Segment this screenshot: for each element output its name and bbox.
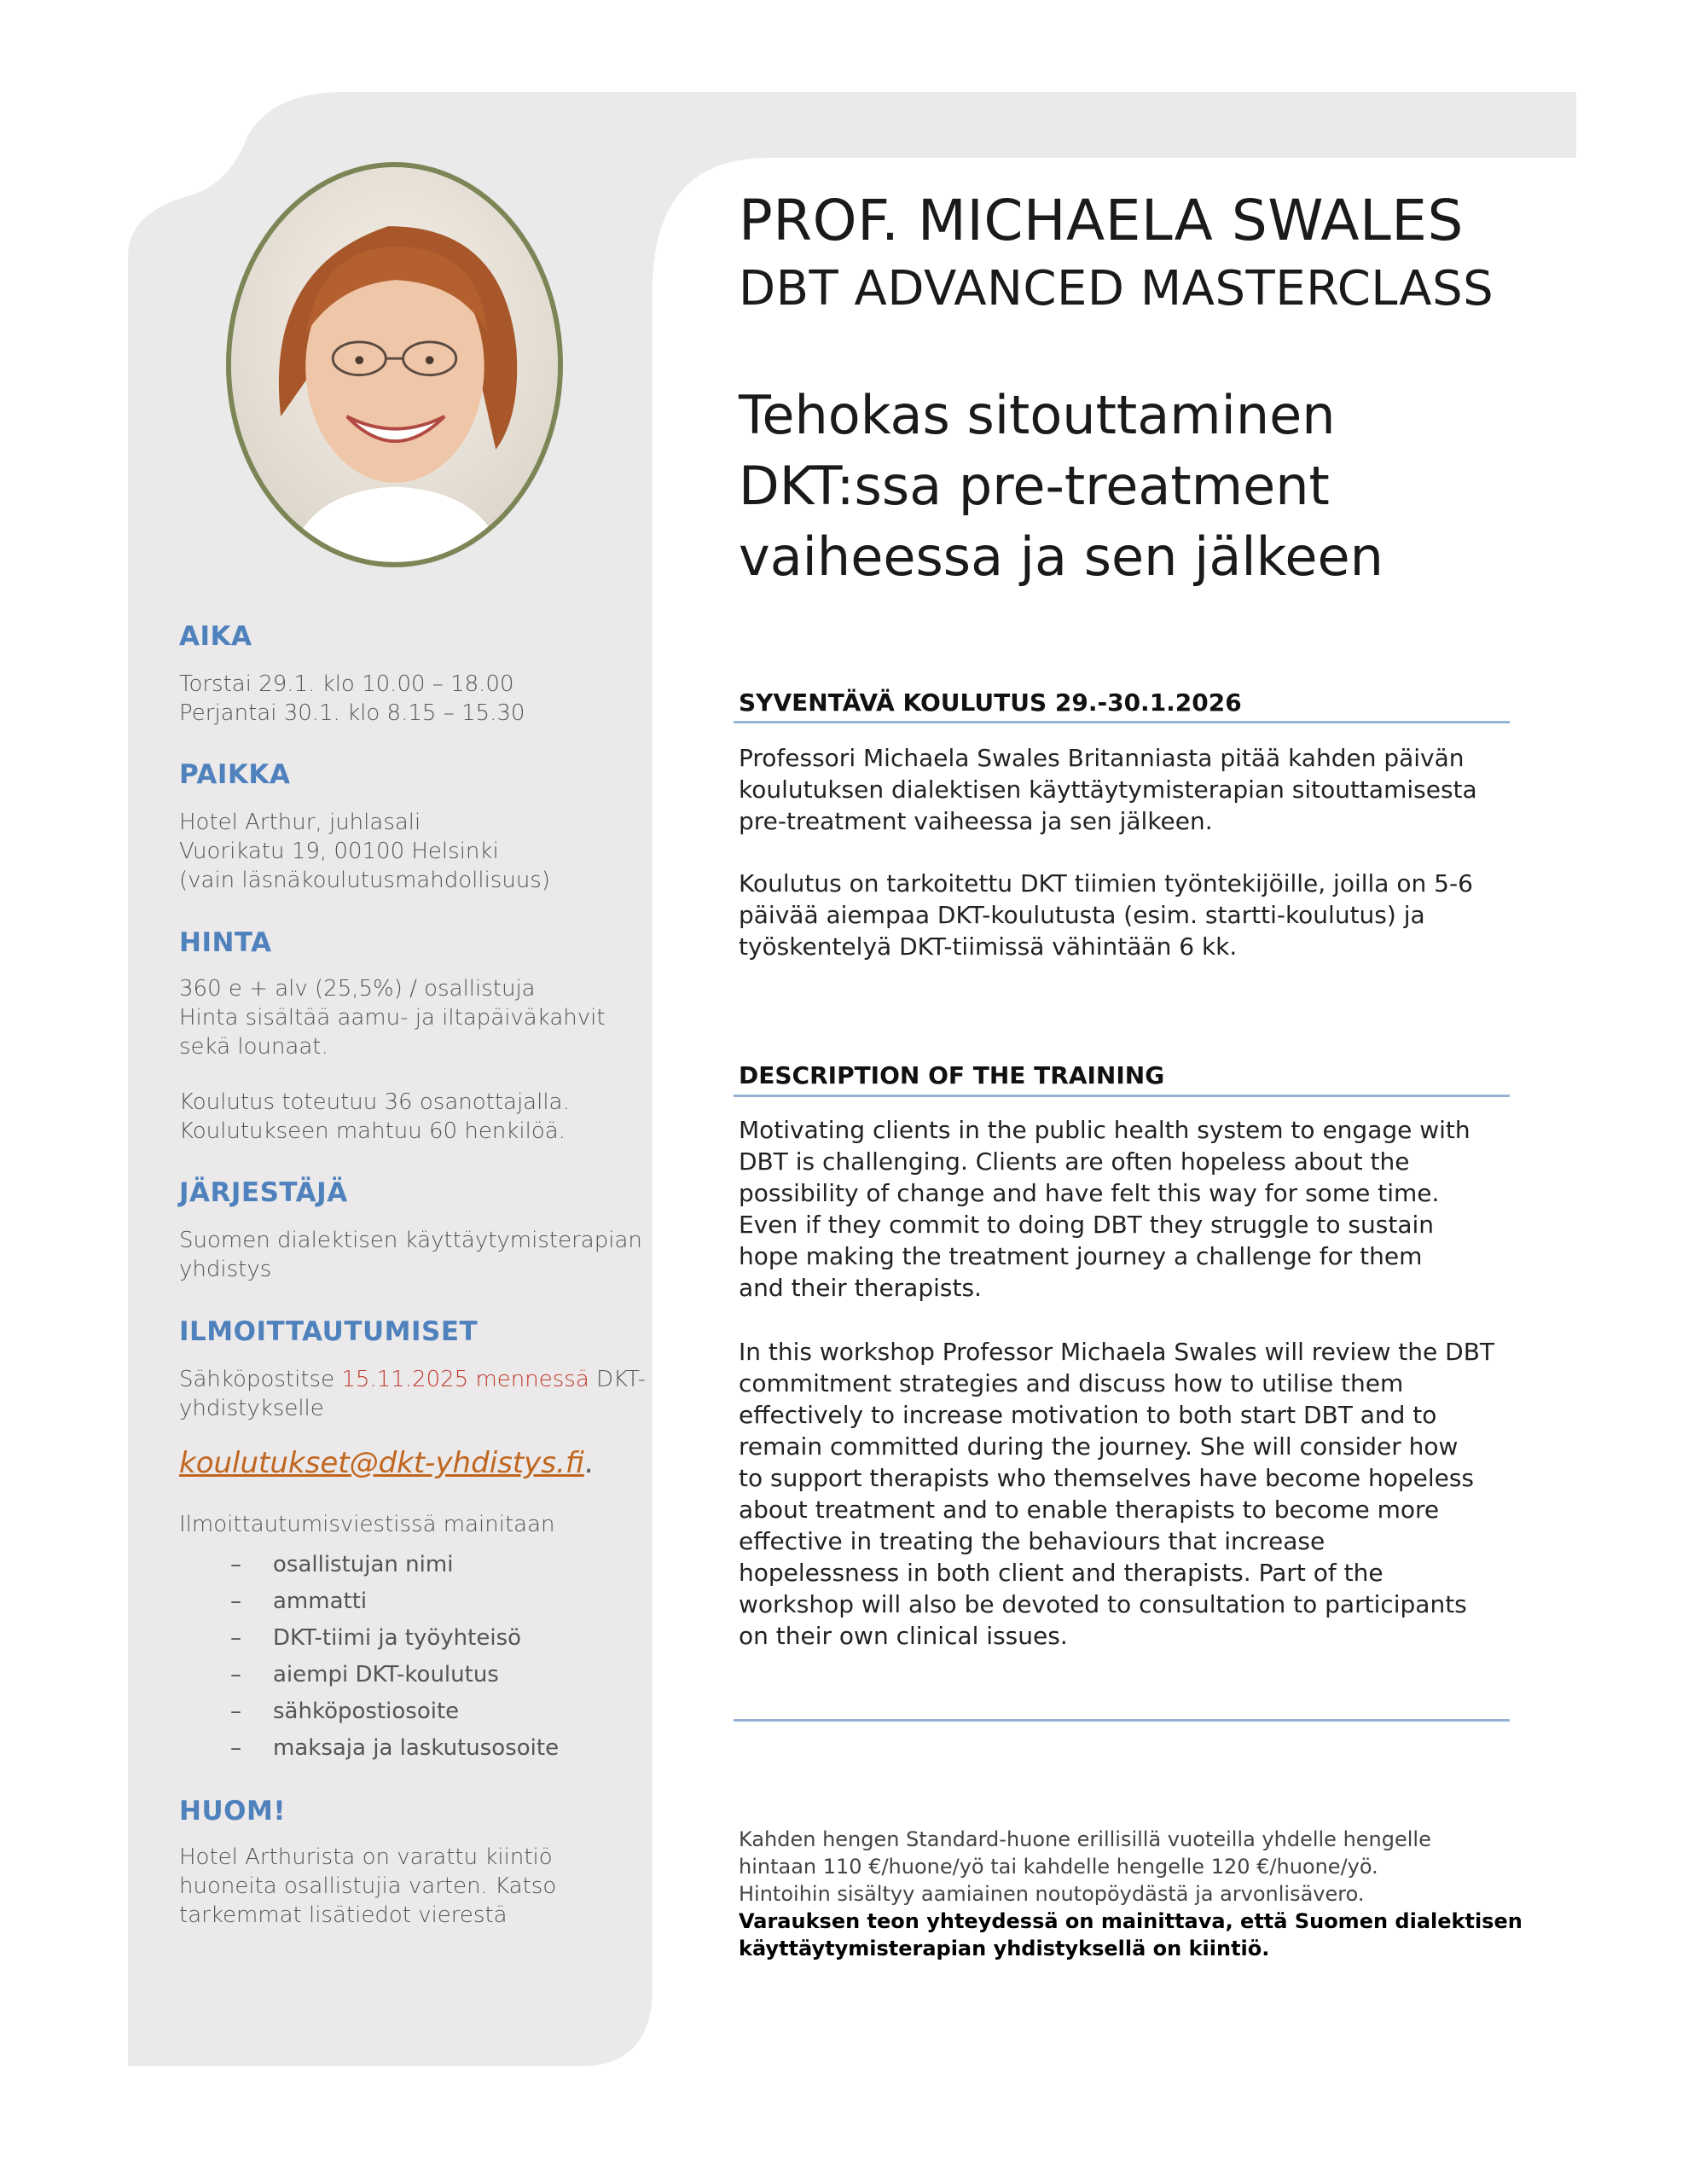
training-description-para1 — [739, 1114, 1511, 1304]
paragraph-line: possibility of change and have felt this way for some time. — [739, 1179, 1440, 1207]
section-heading-description: DESCRIPTION OF THE TRAINING — [739, 1061, 1165, 1089]
paikka-line: (vain läsnäkoulutusmahdollisuus) — [179, 868, 550, 893]
subtitle-line: vaiheessa ja sen jälkeen — [739, 526, 1383, 588]
paragraph-line: koulutuksen dialektisen käyttäytymisterapian sitouttamisesta — [739, 775, 1477, 804]
paragraph-line: pre-treatment vaiheessa ja sen jälkeen. — [739, 807, 1213, 835]
paragraph-line: päivää aiempaa DKT-koulutusta (esim. startti-koulutus) ja — [739, 901, 1425, 929]
hinta-line: Koulutus toteutuu 36 osanottajalla. — [179, 1089, 570, 1115]
registration-list-intro — [179, 1510, 657, 1539]
paragraph-line: Even if they commit to doing DBT they struggle to sustain — [739, 1211, 1435, 1239]
list-intro: Ilmoittautumisviestissä mainitaan — [179, 1512, 555, 1537]
paragraph-line: työskentelyä DKT-tiimissä vähintään 6 kk. — [739, 932, 1238, 961]
section-paikka — [179, 759, 657, 790]
section-aika — [179, 621, 657, 652]
list-item: – osallistujan nimi — [230, 1552, 454, 1577]
divider — [734, 721, 1510, 723]
paragraph-line: Motivating clients in the public health system to engage with — [739, 1116, 1470, 1144]
hotel-line: hintaan 110 €/huone/yö tai kahdelle hengelle 120 €/huone/yö. — [739, 1855, 1378, 1879]
paragraph-line: effective in treating the behaviours that increase — [739, 1527, 1325, 1555]
speaker-portrait — [226, 162, 563, 567]
paragraph-line: on their own clinical issues. — [739, 1622, 1068, 1650]
paragraph-line: hope making the treatment journey a challenge for them — [739, 1242, 1423, 1270]
email-row: koulutukset@dkt-yhdistys.fi. — [179, 1446, 594, 1480]
list-item: – aiempi DKT-koulutus — [230, 1662, 499, 1687]
section-ilmoittautumiset — [179, 1316, 657, 1347]
paragraph-line: to support therapists who themselves have become hopeless — [739, 1464, 1475, 1492]
training-description-para2 — [739, 1336, 1511, 1652]
paragraph-line: hopelessness in both client and therapists. Part of the — [739, 1559, 1383, 1587]
paikka-line: Hotel Arthur, juhlasali — [179, 810, 421, 835]
paragraph-line: Koulutus on tarkoitettu DKT tiimien työntekijöille, joilla on 5-6 — [739, 869, 1473, 897]
registration-email-link[interactable]: koulutukset@dkt-yhdistys.fi — [179, 1446, 584, 1480]
section-huom — [179, 1796, 657, 1827]
paragraph-line: effectively to increase motivation to both start DBT and to — [739, 1401, 1437, 1429]
course-audience-fi — [739, 868, 1511, 962]
paragraph-line: about treatment and to enable therapists to become more — [739, 1496, 1440, 1524]
paikka-body — [179, 808, 657, 895]
registration-list — [179, 1547, 657, 1767]
huom-heading: HUOM! — [179, 1796, 286, 1827]
divider — [734, 1095, 1510, 1097]
paragraph-line: Professori Michaela Swales Britanniasta pitää kahden päivän — [739, 744, 1465, 772]
ilmoittautumiset-heading: ILMOITTAUTUMISET — [179, 1316, 479, 1347]
hinta-body-2 — [179, 1088, 657, 1146]
hinta-line: Koulutukseen mahtuu 60 henkilöä. — [179, 1118, 566, 1144]
list-item: – maksaja ja laskutusosoite — [230, 1735, 560, 1761]
hotel-info — [739, 1826, 1523, 1962]
hinta-line: sekä lounaat. — [179, 1034, 328, 1060]
huom-line: tarkemmat lisätiedot vierestä — [179, 1902, 508, 1928]
paragraph-line: and their therapists. — [739, 1274, 982, 1302]
paikka-line: Vuorikatu 19, 00100 Helsinki — [179, 839, 499, 864]
page-subtitle — [739, 380, 1592, 592]
list-item: – DKT-tiimi ja työyhteisö — [230, 1625, 522, 1651]
hinta-body — [179, 974, 657, 1061]
jarjestaja-line: Suomen dialektisen käyttäytymisterapian — [179, 1228, 642, 1253]
section-heading-course: SYVENTÄVÄ KOULUTUS 29.-30.1.2026 — [739, 688, 1242, 717]
jarjestaja-line: yhdistys — [179, 1257, 272, 1282]
hinta-heading: HINTA — [179, 927, 272, 958]
aika-heading: AIKA — [179, 621, 252, 652]
registration-line: Sähköpostitse 15.11.2025 mennessä DKT- — [179, 1367, 646, 1392]
hinta-line: 360 e + alv (25,5%) / osallistuja — [179, 976, 536, 1002]
aika-line: Torstai 29.1. klo 10.00 – 18.00 — [179, 671, 514, 697]
registration-line: yhdistykselle — [179, 1396, 324, 1421]
paragraph-line: workshop will also be devoted to consultation to participants — [739, 1590, 1467, 1618]
hotel-line: Hintoihin sisältyy aamiainen noutopöydästä ja arvonlisävero. — [739, 1882, 1365, 1906]
hotel-note-bold: Varauksen teon yhteydessä on mainittava, että Suomen dialektisen — [739, 1909, 1523, 1933]
huom-line: Hotel Arthurista on varattu kiintiö — [179, 1844, 553, 1870]
ilmoittautumiset-body — [179, 1365, 657, 1423]
divider — [734, 1719, 1510, 1722]
list-item: – sähköpostiosoite — [230, 1699, 460, 1724]
hotel-note-bold: käyttäytymisterapian yhdistyksellä on kiintiö. — [739, 1937, 1270, 1960]
hinta-line: Hinta sisältää aamu- ja iltapäiväkahvit — [179, 1005, 606, 1031]
subtitle-line: Tehokas sitouttaminen — [739, 384, 1336, 446]
aika-body — [179, 670, 657, 728]
paragraph-line: In this workshop Professor Michaela Swales will review the DBT — [739, 1338, 1495, 1366]
jarjestaja-heading: JÄRJESTÄJÄ — [179, 1177, 348, 1208]
huom-body — [179, 1843, 657, 1930]
hotel-line: Kahden hengen Standard-huone erillisillä vuoteilla yhdelle hengelle — [739, 1827, 1431, 1851]
paragraph-line: DBT is challenging. Clients are often hopeless about the — [739, 1147, 1410, 1176]
course-description-fi — [739, 742, 1511, 837]
paikka-heading: PAIKKA — [179, 759, 291, 790]
page-title: PROF. MICHAELA SWALES — [739, 188, 1464, 253]
section-hinta — [179, 927, 657, 958]
paragraph-line: remain committed during the journey. She will consider how — [739, 1432, 1459, 1461]
huom-line: huoneita osallistujia varten. Katso — [179, 1873, 557, 1899]
jarjestaja-body — [179, 1226, 657, 1284]
aika-line: Perjantai 30.1. klo 8.15 – 15.30 — [179, 700, 525, 726]
deadline-date: 15.11.2025 mennessä — [341, 1367, 589, 1392]
section-jarjestaja — [179, 1177, 657, 1208]
subtitle-line: DKT:ssa pre-treatment — [739, 455, 1330, 517]
page-title-secondary: DBT ADVANCED MASTERCLASS — [739, 261, 1494, 317]
paragraph-line: commitment strategies and discuss how to utilise them — [739, 1369, 1404, 1397]
list-item: – ammatti — [230, 1589, 368, 1614]
